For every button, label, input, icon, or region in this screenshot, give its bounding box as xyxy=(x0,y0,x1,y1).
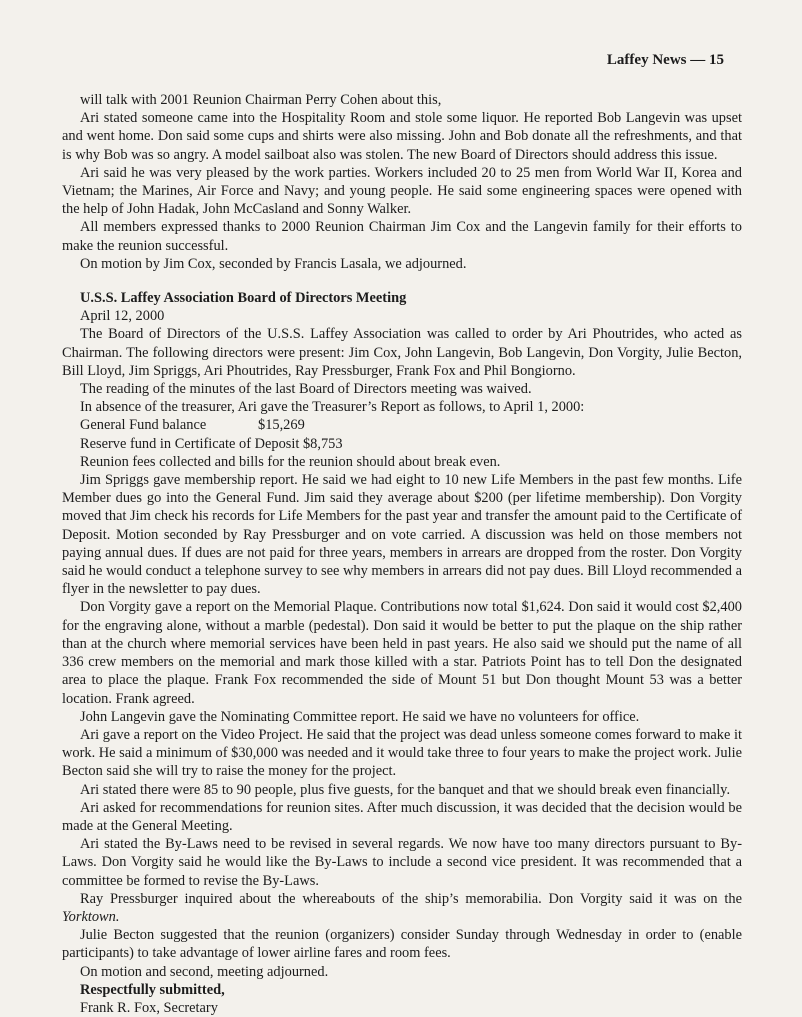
section-heading: U.S.S. Laffey Association Board of Directors Meeting xyxy=(80,290,407,307)
meeting-date: April 12, 2000 xyxy=(80,308,165,325)
paragraph: On motion and second, meeting adjourned. xyxy=(80,963,329,980)
paragraph: Jim Spriggs gave membership report. He said we had eight to 10 new Life Members in the past few months. Life Member dues go into the General Fund. Jim said they average about $200 (per lifetime membership). Don Vorgity moved that Jim check his records for Life Members for the past year and transfer the amount paid to the Certificate of Deposit. Motion seconded by Ray Pressburger and on vote carried. A discussion was held on those members not paying annual dues. If dues are not paid for three years, members in arrears are dropped from the roster. Don Vorgity said he would conduct a telephone survey to see why members in arrears did not pay dues. Bill Lloyd recommended a flyer in the newsletter to pay dues. xyxy=(62,472,742,598)
memorabilia-ship: Yorktown. xyxy=(62,908,120,925)
closing-line: Respectfully submitted, xyxy=(80,981,225,998)
paragraph: Ari asked for recommendations for reunion sites. After much discussion, it was decided that the decision would be made at the General Meeting. xyxy=(62,799,742,834)
paragraph: The Board of Directors of the U.S.S. Laffey Association was called to order by Ari Phoutrides, who acted as Chairman. The following directors were present: Jim Cox, John Langevin, Bob Langevin, Don Vorgity, Julie Becton, Bill Lloyd, Jim Spriggs, Ari Phoutrides, Ray Pressburger, Frank Fox and Phil Bongiorno. xyxy=(62,326,742,379)
general-fund-value: $15,269 xyxy=(258,417,305,434)
paragraph xyxy=(62,890,742,926)
paragraph: John Langevin gave the Nominating Committee report. He said we have no volunteers for office. xyxy=(80,708,640,725)
paragraph: All members expressed thanks to 2000 Reunion Chairman Jim Cox and the Langevin family for their efforts to make the reunion successful. xyxy=(62,219,742,254)
paragraph: will talk with 2001 Reunion Chairman Perry Cohen about this, xyxy=(80,92,442,108)
paragraph: Don Vorgity gave a report on the Memorial Plaque. Contributions now total $1,624. Don said it would cost $2,400 for the engraving alone, without a marble (pedestal). Don said it would be better to put the plaque on the ship rather than at the church where memorial services have been held in past years. He also said we should put the name of all 336 crew members on the memorial and mark those killed with a star. Patriots Point has to tell Don the designated area to place the plaque. Frank Fox recommended the side of Mount 51 but Don thought Mount 53 was a better location. Frank agreed. xyxy=(62,599,742,707)
general-fund-label: General Fund balance xyxy=(80,417,207,434)
paragraph: Ari stated the By-Laws need to be revised in several regards. We now have too many directors pursuant to By-Laws. Don Vorgity said he would like the By-Laws to include a second vice president. It was recommended that a committee be formed to revise the By-Laws. xyxy=(62,836,742,889)
reserve-fund-text: Reserve fund in Certificate of Deposit $8,753 xyxy=(80,435,343,452)
signature-line: Frank R. Fox, Secretary xyxy=(80,999,218,1016)
memorabilia-text: Ray Pressburger inquired about the whereabouts of the ship’s memorabilia. Don Vorgity said it was on the xyxy=(80,890,742,907)
page-header: Laffey News — 15 xyxy=(606,52,724,68)
paragraph: Reunion fees collected and bills for the reunion should about break even. xyxy=(80,453,501,470)
paragraph: Ari stated someone came into the Hospitality Room and stole some liquor. He reported Bob Langevin was upset and went home. Don said some cups and shirts were also missing. John and Bob donate all the refreshments, and that is why Bob was so angry. A model sailboat also was stolen. The new Board of Directors should address this issue. xyxy=(62,110,742,163)
paragraph: Ari stated there were 85 to 90 people, plus five guests, for the banquet and that we should break even financially. xyxy=(80,781,731,798)
general-fund-row xyxy=(62,416,742,434)
article-body xyxy=(62,91,742,1017)
paragraph: Julie Becton suggested that the reunion (organizers) consider Sunday through Wednesday in order to (enable participants) to take advantage of lower airline fares and room fees. xyxy=(62,927,742,962)
paragraph: Ari gave a report on the Video Project. He said that the project was dead unless someone comes forward to make it work. He said a minimum of $30,000 was needed and it would take three to four years to make the project work. Julie Becton said she will try to raise the money for the project. xyxy=(62,726,742,780)
paragraph: In absence of the treasurer, Ari gave the Treasurer’s Report as follows, to April 1, 2000: xyxy=(80,399,585,416)
paragraph: The reading of the minutes of the last Board of Directors meeting was waived. xyxy=(80,381,532,398)
reserve-fund-row xyxy=(62,435,742,453)
paragraph: On motion by Jim Cox, seconded by Francis Lasala, we adjourned. xyxy=(80,255,467,272)
paragraph: Ari said he was very pleased by the work parties. Workers included 20 to 25 men from World War II, Korea and Vietnam; the Marines, Air Force and Navy; and young people. He said some engineering spaces were opened with the help of John Hadak, John McCasland and Sonny Walker. xyxy=(62,164,742,218)
